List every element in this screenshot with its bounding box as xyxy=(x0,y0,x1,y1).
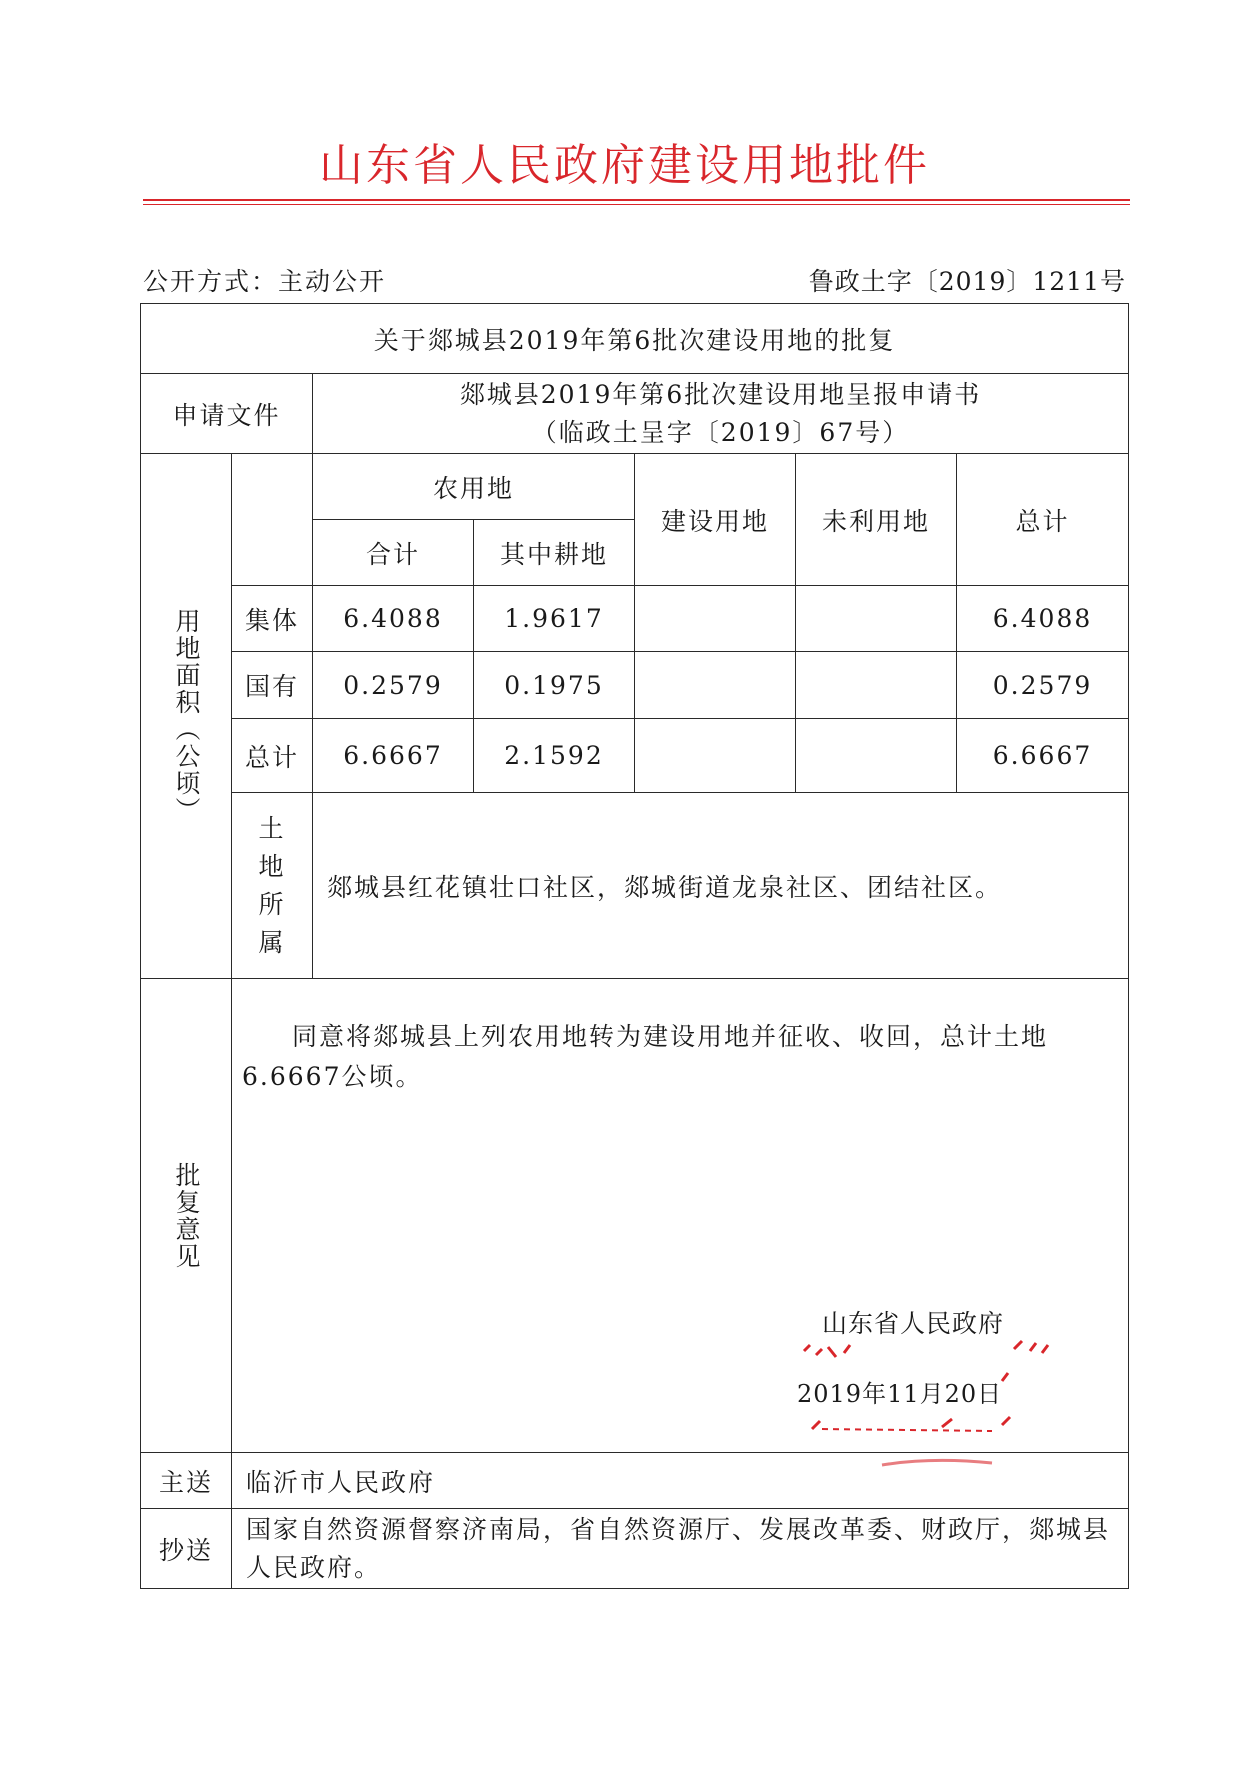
approval-text: 同意将郯城县上列农用地转为建设用地并征收、收回，总计土地6.6667公顷。 xyxy=(242,1022,1049,1091)
corner-cell xyxy=(232,454,313,586)
agri-total-value: 0.2579 xyxy=(313,652,474,719)
form-heading: 关于郯城县2019年第6批次建设用地的批复 xyxy=(141,304,1129,374)
approval-form-table xyxy=(140,303,1129,1589)
table-row xyxy=(141,586,1129,652)
agri-total-value: 6.6667 xyxy=(313,719,474,793)
farmland-value: 1.9617 xyxy=(474,586,635,652)
red-rule-bottom xyxy=(143,204,1130,205)
document-number: 鲁政土字〔2019〕1211号 xyxy=(808,267,1126,296)
main-recipient-label: 主送 xyxy=(141,1453,232,1509)
total-value: 6.4088 xyxy=(957,586,1129,652)
cc-label: 抄送 xyxy=(141,1509,232,1589)
red-rule-top xyxy=(143,199,1130,201)
document-title: 山东省人民政府建设用地批件 xyxy=(319,140,930,191)
row-label: 国有 xyxy=(232,652,313,719)
col-agri-header: 农用地 xyxy=(313,454,635,520)
row-label: 集体 xyxy=(232,586,313,652)
official-seal xyxy=(792,1269,1249,1469)
issuing-authority: 山东省人民政府 xyxy=(822,1309,1005,1338)
agri-total-value: 6.4088 xyxy=(313,586,474,652)
ownership-label-cell xyxy=(232,793,313,979)
approval-label-cell xyxy=(141,979,232,1453)
disclosure-mode: 公开方式：主动公开 xyxy=(143,267,387,296)
col-construction-header: 建设用地 xyxy=(635,454,796,586)
total-value: 6.6667 xyxy=(957,719,1129,793)
land-area-label-cell xyxy=(141,454,232,979)
application-label: 申请文件 xyxy=(141,374,313,454)
total-value: 0.2579 xyxy=(957,652,1129,719)
table-row xyxy=(141,719,1129,793)
table-row xyxy=(141,652,1129,719)
issue-date: 2019年11月20日 xyxy=(797,1380,1003,1408)
unused-value xyxy=(796,719,957,793)
construction-value xyxy=(635,719,796,793)
unused-value xyxy=(796,586,957,652)
construction-value xyxy=(635,586,796,652)
farmland-value: 0.1975 xyxy=(474,652,635,719)
col-total-header: 总计 xyxy=(957,454,1129,586)
row-label: 总计 xyxy=(232,719,313,793)
cc-value: 国家自然资源督察济南局，省自然资源厅、发展改革委、财政厅，郯城县人民政府。 xyxy=(232,1509,1129,1589)
application-value xyxy=(313,374,1129,454)
col-agri-total-header: 合计 xyxy=(313,520,474,586)
unused-value xyxy=(796,652,957,719)
col-unused-header: 未利用地 xyxy=(796,454,957,586)
approval-opinion xyxy=(232,979,1129,1453)
col-farmland-header: 其中耕地 xyxy=(474,520,635,586)
land-area-label: 用地面积（公顷） xyxy=(172,608,201,824)
farmland-value: 2.1592 xyxy=(474,719,635,793)
ownership-label: 土地所属 xyxy=(258,813,286,957)
application-number: （临政土呈字〔2019〕67号） xyxy=(531,417,910,447)
application-title: 郯城县2019年第6批次建设用地呈报申请书 xyxy=(459,379,982,409)
approval-label: 批复意见 xyxy=(172,1161,201,1270)
ownership-value: 郯城县红花镇壮口社区，郯城街道龙泉社区、团结社区。 xyxy=(313,793,1129,979)
construction-value xyxy=(635,652,796,719)
main-recipient-value: 临沂市人民政府 xyxy=(232,1453,1129,1509)
